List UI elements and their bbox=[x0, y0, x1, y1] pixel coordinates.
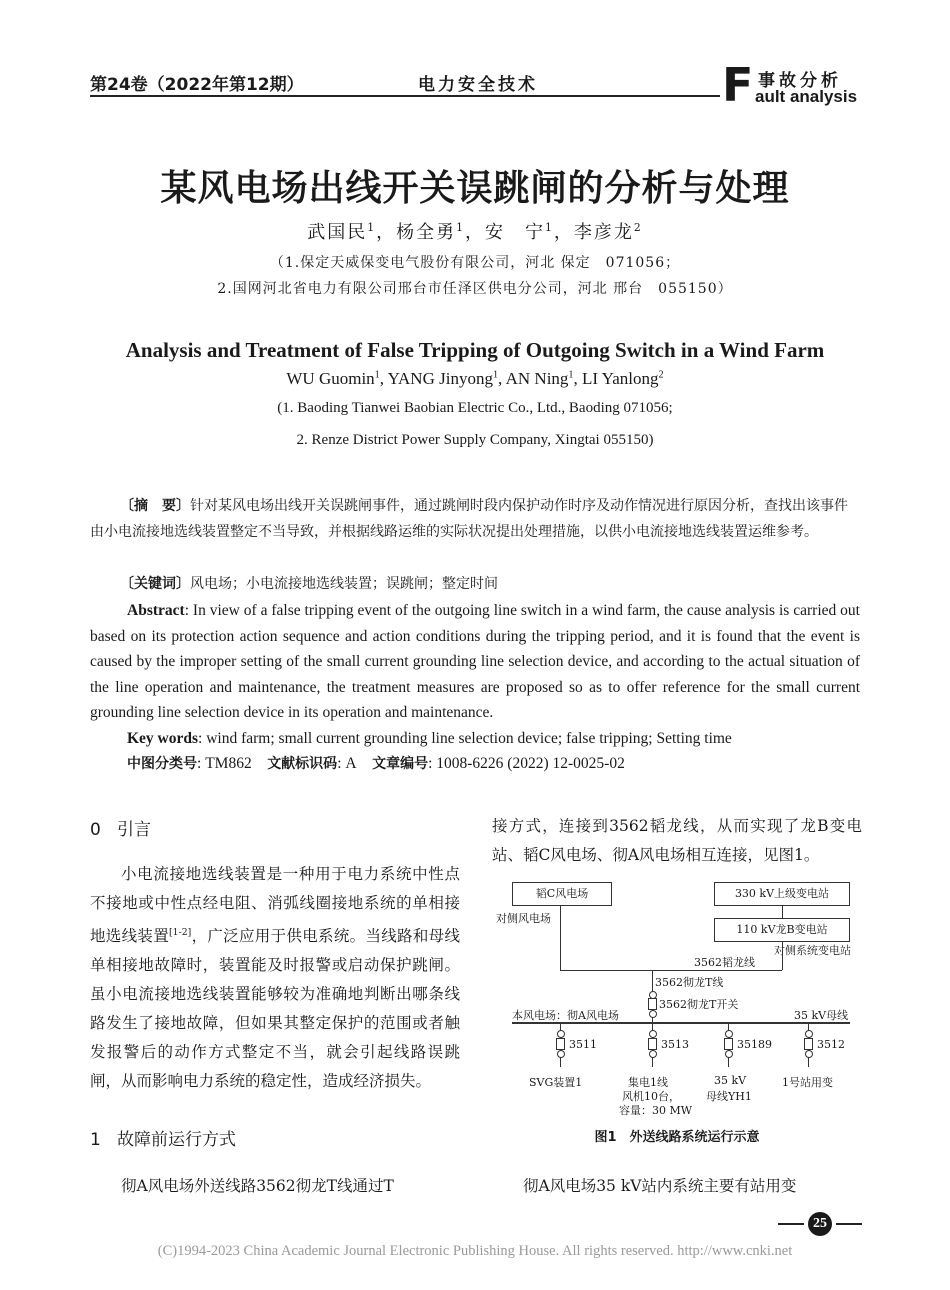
abstract-cn bbox=[90, 493, 860, 545]
header-rule bbox=[90, 95, 720, 97]
line-3562-tao bbox=[560, 970, 782, 971]
paper-title-cn: 某风电场出线开关误跳闸的分析与处理 bbox=[160, 167, 790, 209]
keywords-en-label: Key words bbox=[127, 730, 199, 747]
copyright-notice: (C)1994-2023 China Academic Journal Electronic Publishing House. All rights reserved. http://www.cnki.net bbox=[157, 1243, 793, 1259]
upper-substation-box: 330 kV上级变电站 bbox=[714, 882, 850, 906]
paragraph-text: 小电流接地选线装置是一种用于电力系统中性点不接地或中性点经电阻、消弧线圈接地系统的单相接地选线装置 bbox=[90, 865, 460, 946]
affil-mark: 2 bbox=[658, 369, 664, 381]
abstract-text: 针对某风电场出线开关误跳闸事件，通过跳闸时段内保护动作时序及动作情况进行原因分析，查找出该事件由小电流接地选线装置整定不当导致，并根据线路运维的实际状况提出处理措施，以供小电流接地选线装置运维参考。 bbox=[90, 498, 848, 540]
abstract-en bbox=[90, 598, 860, 726]
feeder-name: SVG装置1 bbox=[529, 1076, 583, 1089]
authors-cn bbox=[0, 218, 950, 244]
feeder-detail: 风机10台， bbox=[622, 1090, 680, 1103]
section-0-heading bbox=[90, 815, 151, 840]
doc-code-label: 文献标识码 bbox=[267, 756, 338, 772]
page-number-rule bbox=[778, 1223, 804, 1225]
t-switch-label: 3562彻龙T开关 bbox=[659, 998, 739, 1011]
keywords-label: 〔关键词〕 bbox=[120, 576, 190, 592]
connector bbox=[560, 906, 561, 970]
affiliation-en: (1. Baoding Tianwei Baobian Electric Co., Ltd., Baoding 071056; bbox=[277, 400, 673, 416]
substation-b-box: 110 kV龙B变电站 bbox=[714, 918, 850, 942]
switch-symbol bbox=[648, 998, 657, 1010]
author: AN Ning bbox=[505, 369, 569, 388]
keywords-text: 风电场；小电流接地选线装置；误跳闸；整定时间 bbox=[190, 576, 498, 592]
clc-label: 中图分类号 bbox=[127, 756, 197, 772]
article-no-value: 1008-6226 (2022) 12-0025-02 bbox=[436, 755, 625, 772]
author: 武国民 bbox=[307, 222, 368, 243]
author: 杨全勇 bbox=[396, 222, 457, 243]
switch-symbol bbox=[556, 1038, 565, 1050]
author: WU Guomin bbox=[286, 369, 375, 388]
section-number: 0 bbox=[90, 820, 101, 840]
opposite-wind-farm-label: 对侧风电场 bbox=[496, 912, 551, 925]
connector bbox=[782, 906, 783, 918]
feeder-code: 3513 bbox=[661, 1038, 689, 1051]
affil-mark: 1 bbox=[367, 221, 377, 234]
affil-mark: 1 bbox=[374, 369, 380, 381]
feeder-name: 集电1线 bbox=[628, 1076, 668, 1089]
citation: [1-2] bbox=[169, 927, 192, 938]
colon: : bbox=[197, 755, 206, 772]
section-0-paragraph bbox=[90, 860, 460, 1096]
section-number: 1 bbox=[90, 1130, 101, 1150]
section-1-paragraph: 彻A风电场外送线路3562彻龙T线通过T bbox=[121, 1177, 394, 1195]
section-1-heading bbox=[90, 1125, 236, 1150]
paragraph-text: ，广泛应用于供电系统。当线路和母线单相接地故障时，装置能及时报警或启动保护跳闸。虽小电流接地选线装置能够较为准确地判断出哪条线路发生了接地故障，但如果其整定保护的范围或者触发报警后的动作方式整定不当，就会引起线路误跳闸，从而影响电力系统的稳定性，造成经济损失。 bbox=[90, 927, 460, 1091]
classification-line bbox=[90, 751, 860, 778]
feeder-name: 1号站用变 bbox=[782, 1076, 833, 1089]
author: LI Yanlong bbox=[582, 369, 659, 388]
section-title: 故障前运行方式 bbox=[117, 1130, 237, 1150]
feeder-name: 35 kV bbox=[714, 1074, 747, 1087]
paper-title-en: Analysis and Treatment of False Tripping of Outgoing Switch in a Wind Farm bbox=[125, 338, 825, 362]
feeder-detail: 母线YH1 bbox=[706, 1090, 752, 1103]
figure-1-diagram bbox=[492, 870, 862, 1130]
circuit-breaker-symbol bbox=[649, 1010, 657, 1018]
feeder-code: 35189 bbox=[737, 1038, 772, 1051]
section-title: 引言 bbox=[117, 820, 152, 840]
separator: ， bbox=[465, 222, 485, 243]
abstract-label: 〔摘 要〕 bbox=[120, 498, 190, 514]
local-wind-farm-label: 本风电场：彻A风电场 bbox=[512, 1009, 619, 1022]
colon: : bbox=[428, 755, 437, 772]
keywords-en-text: wind farm; small current grounding line selection device; false tripping; Setting time bbox=[206, 730, 732, 747]
circuit-breaker-symbol bbox=[557, 1050, 565, 1058]
circuit-breaker-symbol bbox=[805, 1050, 813, 1058]
affiliation-cn: （1.保定天威保变电气股份有限公司，河北 保定 071056； bbox=[269, 255, 681, 271]
page-number-rule bbox=[836, 1223, 862, 1225]
t-line-label: 3562彻龙T线 bbox=[655, 976, 724, 989]
switch-symbol bbox=[648, 1038, 657, 1050]
separator: ， bbox=[553, 222, 574, 243]
feeder-code: 3512 bbox=[817, 1038, 845, 1051]
affiliation-en: 2. Renze District Power Supply Company, Xingtai 055150) bbox=[296, 432, 654, 448]
journal-issue: 第24卷（2022年第12期） bbox=[90, 75, 304, 95]
section-name-cn: 事故分析 bbox=[758, 71, 842, 91]
authors-en bbox=[0, 369, 950, 389]
line-3562-label: 3562韬龙线 bbox=[694, 956, 755, 969]
article-no-label: 文章编号 bbox=[372, 756, 429, 772]
bus-35kv bbox=[512, 1022, 850, 1024]
abstract-en-label: Abstract bbox=[127, 602, 185, 619]
switch-symbol bbox=[804, 1038, 813, 1050]
feeder-code: 3511 bbox=[569, 1038, 597, 1051]
switch-symbol bbox=[724, 1038, 733, 1050]
section-letter: F bbox=[722, 58, 754, 112]
circuit-breaker-symbol bbox=[557, 1030, 565, 1038]
separator: , bbox=[573, 369, 583, 388]
circuit-breaker-symbol bbox=[725, 1030, 733, 1038]
figure-1-caption: 图1 外送线路系统运行示意 bbox=[594, 1130, 760, 1145]
separator: ， bbox=[376, 222, 397, 243]
keywords-en bbox=[90, 726, 860, 752]
circuit-breaker-symbol bbox=[649, 1050, 657, 1058]
affil-mark: 1 bbox=[492, 369, 499, 381]
page-number: 25 bbox=[808, 1212, 832, 1236]
affil-mark: 1 bbox=[545, 221, 554, 234]
affil-mark: 1 bbox=[568, 369, 574, 381]
author: YANG Jinyong bbox=[387, 369, 493, 388]
author: 李彦龙 bbox=[573, 222, 634, 243]
keywords-cn bbox=[90, 571, 860, 597]
feeder-capacity: 容量：30 MW bbox=[619, 1104, 693, 1117]
section-name-en: ault analysis bbox=[755, 87, 858, 106]
bus-35kv-label: 35 kV母线 bbox=[794, 1009, 849, 1022]
doc-code-value: A bbox=[345, 755, 357, 772]
colon: : bbox=[198, 730, 207, 747]
separator: , bbox=[498, 369, 506, 388]
abstract-en-text: In view of a false tripping event of the outgoing line switch in a wind farm, the cause analysis is carried out based on its protection action sequence and action conditions during the tripping period, and it is found that the event is caused by the improper setting of the small current grounding line selection device, and according to the actual situation of the line operation and maintenance, the treatment measures are proposed so as to offer reference for the small current grounding line selection device in its operation and maintenance. bbox=[90, 602, 860, 721]
affil-mark: 2 bbox=[633, 221, 643, 234]
separator: , bbox=[379, 369, 388, 388]
right-col-paragraph-end: 彻A风电场35 kV站内系统主要有站用变 bbox=[523, 1177, 797, 1195]
opposite-substation-label: 对侧系统变电站 bbox=[774, 944, 851, 957]
circuit-breaker-symbol bbox=[649, 1030, 657, 1038]
clc-value: TM862 bbox=[205, 755, 252, 772]
author: 安 宁 bbox=[485, 222, 545, 243]
colon: : bbox=[184, 602, 193, 619]
affiliation-cn: 2.国网河北省电力有限公司邢台市任泽区供电分公司，河北 邢台 055150） bbox=[217, 281, 733, 297]
right-col-paragraph: 接方式，连接到3562韬龙线，从而实现了龙B变电站、韬C风电场、彻A风电场相互连接，见图1。 bbox=[492, 817, 862, 864]
connector bbox=[782, 942, 783, 970]
journal-name: 电力安全技术 bbox=[418, 75, 538, 95]
circuit-breaker-symbol bbox=[725, 1050, 733, 1058]
circuit-breaker-symbol bbox=[805, 1030, 813, 1038]
wind-farm-c-box: 韬C风电场 bbox=[512, 882, 612, 906]
colon: : bbox=[337, 755, 346, 772]
affil-mark: 1 bbox=[456, 221, 465, 234]
